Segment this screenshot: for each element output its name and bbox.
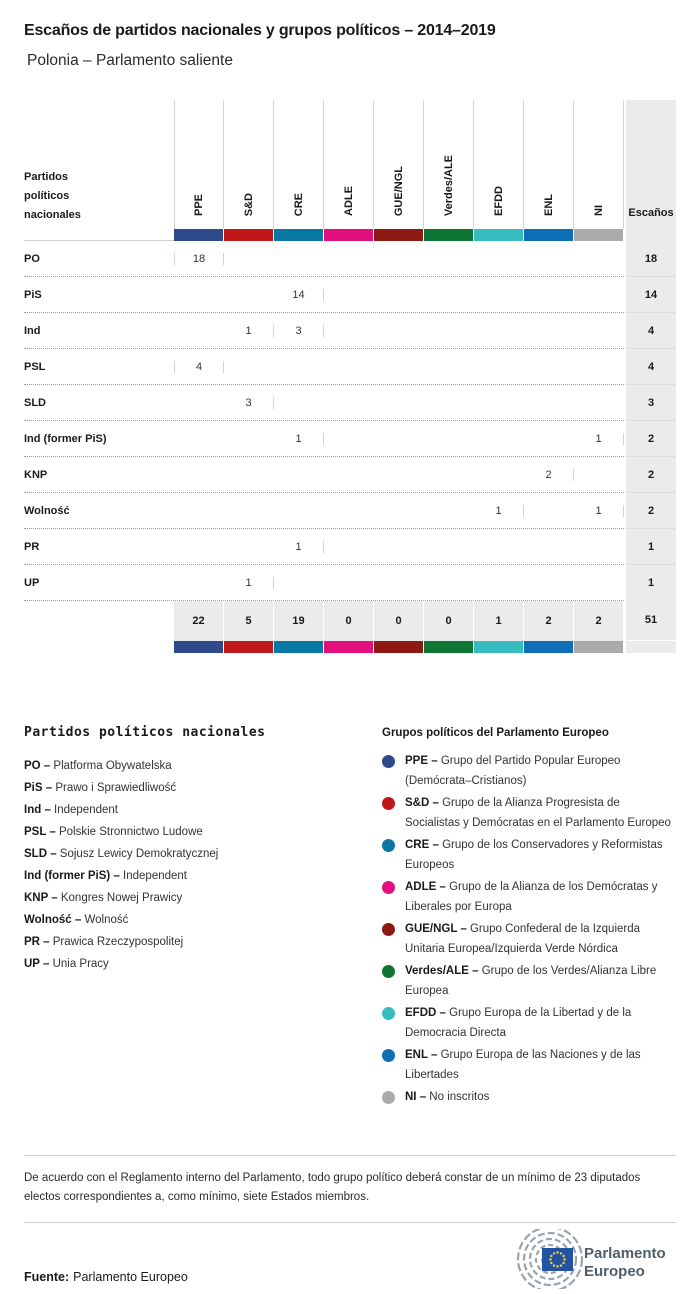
table-row <box>24 348 676 384</box>
legend-group-abbr: EFDD – <box>405 1007 450 1019</box>
party-color-bar <box>424 641 473 653</box>
table-row <box>24 492 676 528</box>
bar-row-label-spacer <box>24 229 174 241</box>
legend-party-item: Ind (former PiS) – Independent <box>24 870 187 882</box>
legend-party-item: Wolność – Wolność <box>24 914 129 926</box>
footer <box>24 1222 676 1294</box>
party-color-bar <box>224 229 273 241</box>
source-value: Parlamento Europeo <box>73 1269 188 1284</box>
seat-cell: 1 <box>474 505 524 517</box>
legend-political-groups <box>382 725 676 1111</box>
party-label: PR <box>24 540 40 553</box>
table-row <box>24 276 676 312</box>
legend-group-abbr: S&D – <box>405 797 443 809</box>
group-column-header <box>174 100 224 229</box>
party-color-bar-cell <box>374 229 424 241</box>
page-subtitle: Polonia – Parlamento saliente <box>27 52 233 69</box>
legend-party-abbr: Wolność – <box>24 914 85 926</box>
group-column-header <box>324 100 374 229</box>
legend-party-abbr: KNP – <box>24 892 61 904</box>
party-color-bar-cell <box>174 641 224 653</box>
party-color-bar <box>224 641 273 653</box>
group-column-label: EFDD <box>492 186 505 216</box>
table-row <box>24 528 676 564</box>
legend-party-item: KNP – Kongres Nowej Prawicy <box>24 892 183 904</box>
group-column-label: ENL <box>542 194 555 216</box>
legend-group-abbr: PPE – <box>405 755 441 767</box>
party-color-bar <box>574 229 623 241</box>
row-total-cell: 1 <box>626 564 676 600</box>
party-label: PiS <box>24 288 42 301</box>
party-label: SLD <box>24 396 46 409</box>
legend-group-abbr: CRE – <box>405 839 443 851</box>
legend-party-abbr: Ind (former PiS) – <box>24 870 124 882</box>
seat-cell: 3 <box>224 397 274 409</box>
seat-cell: 14 <box>274 289 324 301</box>
seats-column-spacer <box>626 641 676 653</box>
legend-group-text: S&D – Grupo de la Alianza Progresista de Socialistas y Demócratas en el Parlamento Europeo <box>405 797 671 829</box>
party-color-bar <box>424 229 473 241</box>
column-total-cell: 22 <box>174 601 224 641</box>
party-color-bar-cell <box>374 641 424 653</box>
group-color-bar-row <box>24 229 676 241</box>
results-table <box>24 100 676 653</box>
row-total-cell: 3 <box>626 384 676 420</box>
legend-party-abbr: Ind – <box>24 804 55 816</box>
group-color-dot <box>382 965 395 978</box>
source-label: Fuente: <box>24 1269 70 1284</box>
table-row <box>24 564 676 600</box>
group-column-label: PPE <box>193 193 205 216</box>
legend-parties-title: Partidos políticos nacionales <box>24 725 266 740</box>
table-row <box>24 456 676 492</box>
party-color-bar-cell <box>324 641 374 653</box>
party-color-bar-cell <box>274 229 324 241</box>
legend-group-item <box>382 1046 676 1085</box>
seats-column-header: Escaños <box>626 100 676 229</box>
legend-party-abbr: SLD – <box>24 848 60 860</box>
group-column-label: GUE/NGL <box>392 165 405 216</box>
party-label: Ind (former PiS) <box>24 432 107 445</box>
row-total-cell: 4 <box>626 348 676 384</box>
legend-group-item <box>382 878 676 917</box>
legend-group-item <box>382 836 676 875</box>
legend-group-item <box>382 920 676 959</box>
legend-party-abbr: PiS – <box>24 782 56 794</box>
seat-cell: 1 <box>574 505 624 517</box>
party-color-bar <box>574 641 623 653</box>
legends <box>24 725 676 1111</box>
party-color-bar <box>474 641 523 653</box>
group-column-label: S&D <box>242 192 255 216</box>
party-color-bar-cell <box>274 641 324 653</box>
group-column-label: Verdes/ALE <box>442 154 455 216</box>
legend-group-text: EFDD – Grupo Europa de la Libertad y de la Democracia Directa <box>405 1007 632 1039</box>
party-color-bar-cell <box>424 229 474 241</box>
row-total-cell: 4 <box>626 312 676 348</box>
row-total-cell: 2 <box>626 492 676 528</box>
legend-group-abbr: Verdes/ALE – <box>405 965 482 977</box>
party-label: Wolność <box>24 504 70 517</box>
legend-national-parties <box>24 725 382 1111</box>
source-line <box>24 1270 188 1284</box>
column-total-cell: 0 <box>374 601 424 641</box>
legend-group-text: GUE/NGL – Grupo Confederal de la Izquierda Unitaria Europea/Izquierda Verde Nórdica <box>405 923 641 955</box>
column-total-cell: 0 <box>324 601 374 641</box>
legend-party-abbr: PR – <box>24 936 53 948</box>
group-column-header <box>474 100 524 229</box>
column-total-cell: 1 <box>474 601 524 641</box>
party-color-bar <box>274 229 323 241</box>
group-column-header <box>574 100 624 229</box>
table-row <box>24 384 676 420</box>
table-row <box>24 312 676 348</box>
party-color-bar <box>474 229 523 241</box>
legend-party-abbr: UP – <box>24 958 53 970</box>
seat-cell: 2 <box>524 469 574 481</box>
legend-party-item: PO – Platforma Obywatelska <box>24 760 172 772</box>
footnote: De acuerdo con el Reglamento interno del Parlamento, todo grupo político deberá constar de un mínimo de 23 diputados electos correspondientes a, como mínimo, siete Estados miembros. <box>24 1155 676 1222</box>
group-column-label: ADLE <box>342 186 355 216</box>
group-color-dot <box>382 1091 395 1104</box>
legend-group-text: CRE – Grupo de los Conservadores y Reformistas Europeos <box>405 839 663 871</box>
legend-group-text: Verdes/ALE – Grupo de los Verdes/Alianza Libre Europea <box>405 965 657 997</box>
legend-party-item: SLD – Sojusz Lewicy Demokratycznej <box>24 848 219 860</box>
legend-group-abbr: ENL – <box>405 1049 441 1061</box>
party-color-bar-cell <box>474 229 524 241</box>
party-color-bar-cell <box>524 641 574 653</box>
party-color-bar <box>524 641 573 653</box>
party-color-bar <box>324 229 373 241</box>
group-color-dot <box>382 1007 395 1020</box>
party-color-bar-cell <box>574 641 624 653</box>
legend-party-item: PR – Prawica Rzeczypospolitej <box>24 936 184 948</box>
legend-group-text: PPE – Grupo del Partido Popular Europeo (Demócrata–Cristianos) <box>405 755 621 787</box>
group-color-dot <box>382 881 395 894</box>
legend-group-item <box>382 962 676 1001</box>
group-column-label: CRE <box>292 192 305 216</box>
group-color-dot <box>382 923 395 936</box>
legend-group-item <box>382 752 676 791</box>
bar-row-label-spacer <box>24 641 174 653</box>
party-color-bar-cell <box>574 229 624 241</box>
party-color-bar <box>374 641 423 653</box>
group-color-bar-row-bottom <box>24 641 676 653</box>
party-color-bar <box>524 229 573 241</box>
seat-cell: 1 <box>274 433 324 445</box>
party-label: Ind <box>24 324 41 337</box>
row-total-cell: 1 <box>626 528 676 564</box>
table-row <box>24 420 676 456</box>
legend-group-text: NI – No inscritos <box>405 1091 490 1103</box>
logo-text-line1: Parlamento <box>584 1244 666 1262</box>
group-column-header <box>374 100 424 229</box>
party-label: PSL <box>24 360 46 373</box>
column-total-cell: 2 <box>574 601 624 641</box>
party-color-bar-cell <box>324 229 374 241</box>
party-color-bar <box>274 641 323 653</box>
page-title: Escaños de partidos nacionales y grupos políticos – 2014–2019 <box>24 22 496 39</box>
group-column-header <box>274 100 324 229</box>
group-column-header <box>524 100 574 229</box>
legend-group-abbr: GUE/NGL – <box>405 923 470 935</box>
group-color-dot <box>382 1049 395 1062</box>
seat-cell: 1 <box>224 325 274 337</box>
legend-group-item <box>382 1004 676 1043</box>
row-header-label: Partidos políticos nacionales <box>24 171 81 221</box>
legend-party-item: PSL – Polskie Stronnictwo Ludowe <box>24 826 203 838</box>
group-column-header <box>424 100 474 229</box>
row-total-cell: 14 <box>626 276 676 312</box>
party-label: KNP <box>24 468 48 481</box>
group-color-dot <box>382 755 395 768</box>
party-color-bar-cell <box>174 229 224 241</box>
legend-party-abbr: PO – <box>24 760 54 772</box>
seat-cell: 1 <box>224 577 274 589</box>
table-row <box>24 241 676 276</box>
party-color-bar-cell <box>224 641 274 653</box>
legend-party-abbr: PSL – <box>24 826 59 838</box>
party-color-bar-cell <box>424 641 474 653</box>
totals-row <box>24 600 676 641</box>
seat-cell: 4 <box>174 361 224 373</box>
party-color-bar-cell <box>474 641 524 653</box>
legend-party-item: PiS – Prawo i Sprawiedliwość <box>24 782 177 794</box>
ep-logo-graphic <box>504 1229 676 1289</box>
legend-group-text: ENL – Grupo Europa de las Naciones y de las Libertades <box>405 1049 641 1081</box>
row-header-cell <box>24 100 174 229</box>
column-total-cell: 19 <box>274 601 324 641</box>
seat-cell: 3 <box>274 325 324 337</box>
column-total-cell: 2 <box>524 601 574 641</box>
grand-total-cell: 51 <box>626 600 676 640</box>
table-header-row <box>24 100 676 229</box>
row-total-cell: 2 <box>626 456 676 492</box>
legend-groups-title: Grupos políticos del Parlamento Europeo <box>382 727 609 739</box>
legend-party-item: Ind – Independent <box>24 804 118 816</box>
seat-cell: 1 <box>274 541 324 553</box>
group-color-dot <box>382 797 395 810</box>
legend-party-item: UP – Unia Pracy <box>24 958 109 970</box>
row-total-cell: 2 <box>626 420 676 456</box>
party-color-bar-cell <box>524 229 574 241</box>
party-label: PO <box>24 252 40 265</box>
group-column-header <box>224 100 274 229</box>
party-color-bar-cell <box>224 229 274 241</box>
party-color-bar <box>174 641 223 653</box>
european-parliament-logo <box>504 1229 676 1294</box>
row-total-cell: 18 <box>626 241 676 276</box>
party-color-bar <box>324 641 373 653</box>
seat-cell: 1 <box>574 433 624 445</box>
legend-group-text: ADLE – Grupo de la Alianza de los Demócratas y Liberales por Europa <box>405 881 658 913</box>
seats-column-spacer <box>626 229 676 241</box>
column-total-cell: 5 <box>224 601 274 641</box>
logo-text-line2: Europeo <box>584 1262 645 1280</box>
legend-group-abbr: NI – <box>405 1091 430 1103</box>
party-color-bar <box>374 229 423 241</box>
column-total-cell: 0 <box>424 601 474 641</box>
legend-group-item <box>382 794 676 833</box>
legend-group-item <box>382 1088 676 1108</box>
party-label: UP <box>24 576 40 589</box>
group-color-dot <box>382 839 395 852</box>
seat-cell: 18 <box>174 253 224 265</box>
party-color-bar <box>174 229 223 241</box>
group-column-label: NI <box>592 205 605 216</box>
legend-group-abbr: ADLE – <box>405 881 450 893</box>
